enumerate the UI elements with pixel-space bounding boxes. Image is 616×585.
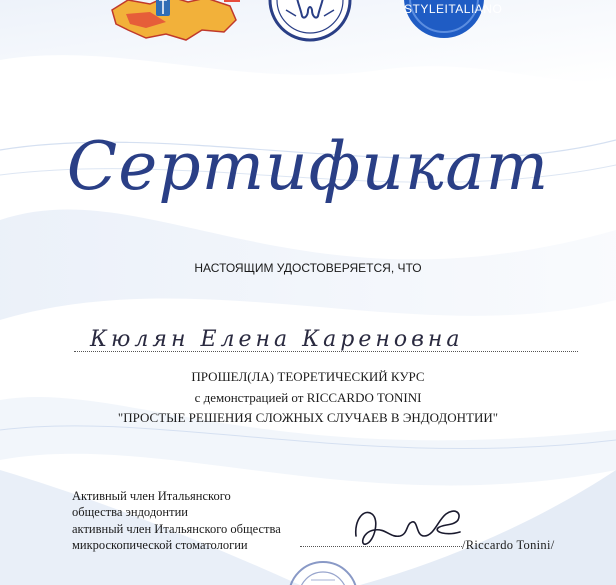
- name-dotted-line: [74, 351, 578, 352]
- demo-line: с демонстрацией от RICCARDO TONINI: [194, 390, 422, 405]
- region-map-logo: [106, 0, 246, 44]
- certificate-title: Сертификат: [66, 128, 550, 205]
- course-name: "ПРОСТЫЕ РЕШЕНИЯ СЛОЖНЫХ СЛУЧАЕВ В ЭНДОДОНТИИ": [117, 410, 499, 425]
- member-line-2: общества эндодонтии: [72, 505, 188, 519]
- member-line-3: активный член Итальянского общества: [72, 522, 281, 536]
- style-italiano-text: STYLEITALIANO: [404, 2, 503, 16]
- stamp-seal: [283, 556, 363, 585]
- signature-line: [300, 538, 555, 553]
- recipient-name: Кюлян Елена Кареновна: [90, 327, 464, 352]
- signature-dotted-line: [300, 546, 462, 547]
- certifies-text: НАСТОЯЩИМ УДОСТОВЕРЯЕТСЯ, ЧТО: [194, 261, 422, 275]
- tooth-emblem-logo: [266, 0, 354, 44]
- member-line-1: Активный член Итальянского: [72, 489, 231, 503]
- course-line: ПРОШЕЛ(ЛА) ТЕОРЕТИЧЕСКИЙ КУРС: [191, 369, 425, 384]
- signature-label: /Riccardo Tonini/: [462, 538, 555, 552]
- member-line-4: микроскопической стоматологии: [72, 538, 248, 552]
